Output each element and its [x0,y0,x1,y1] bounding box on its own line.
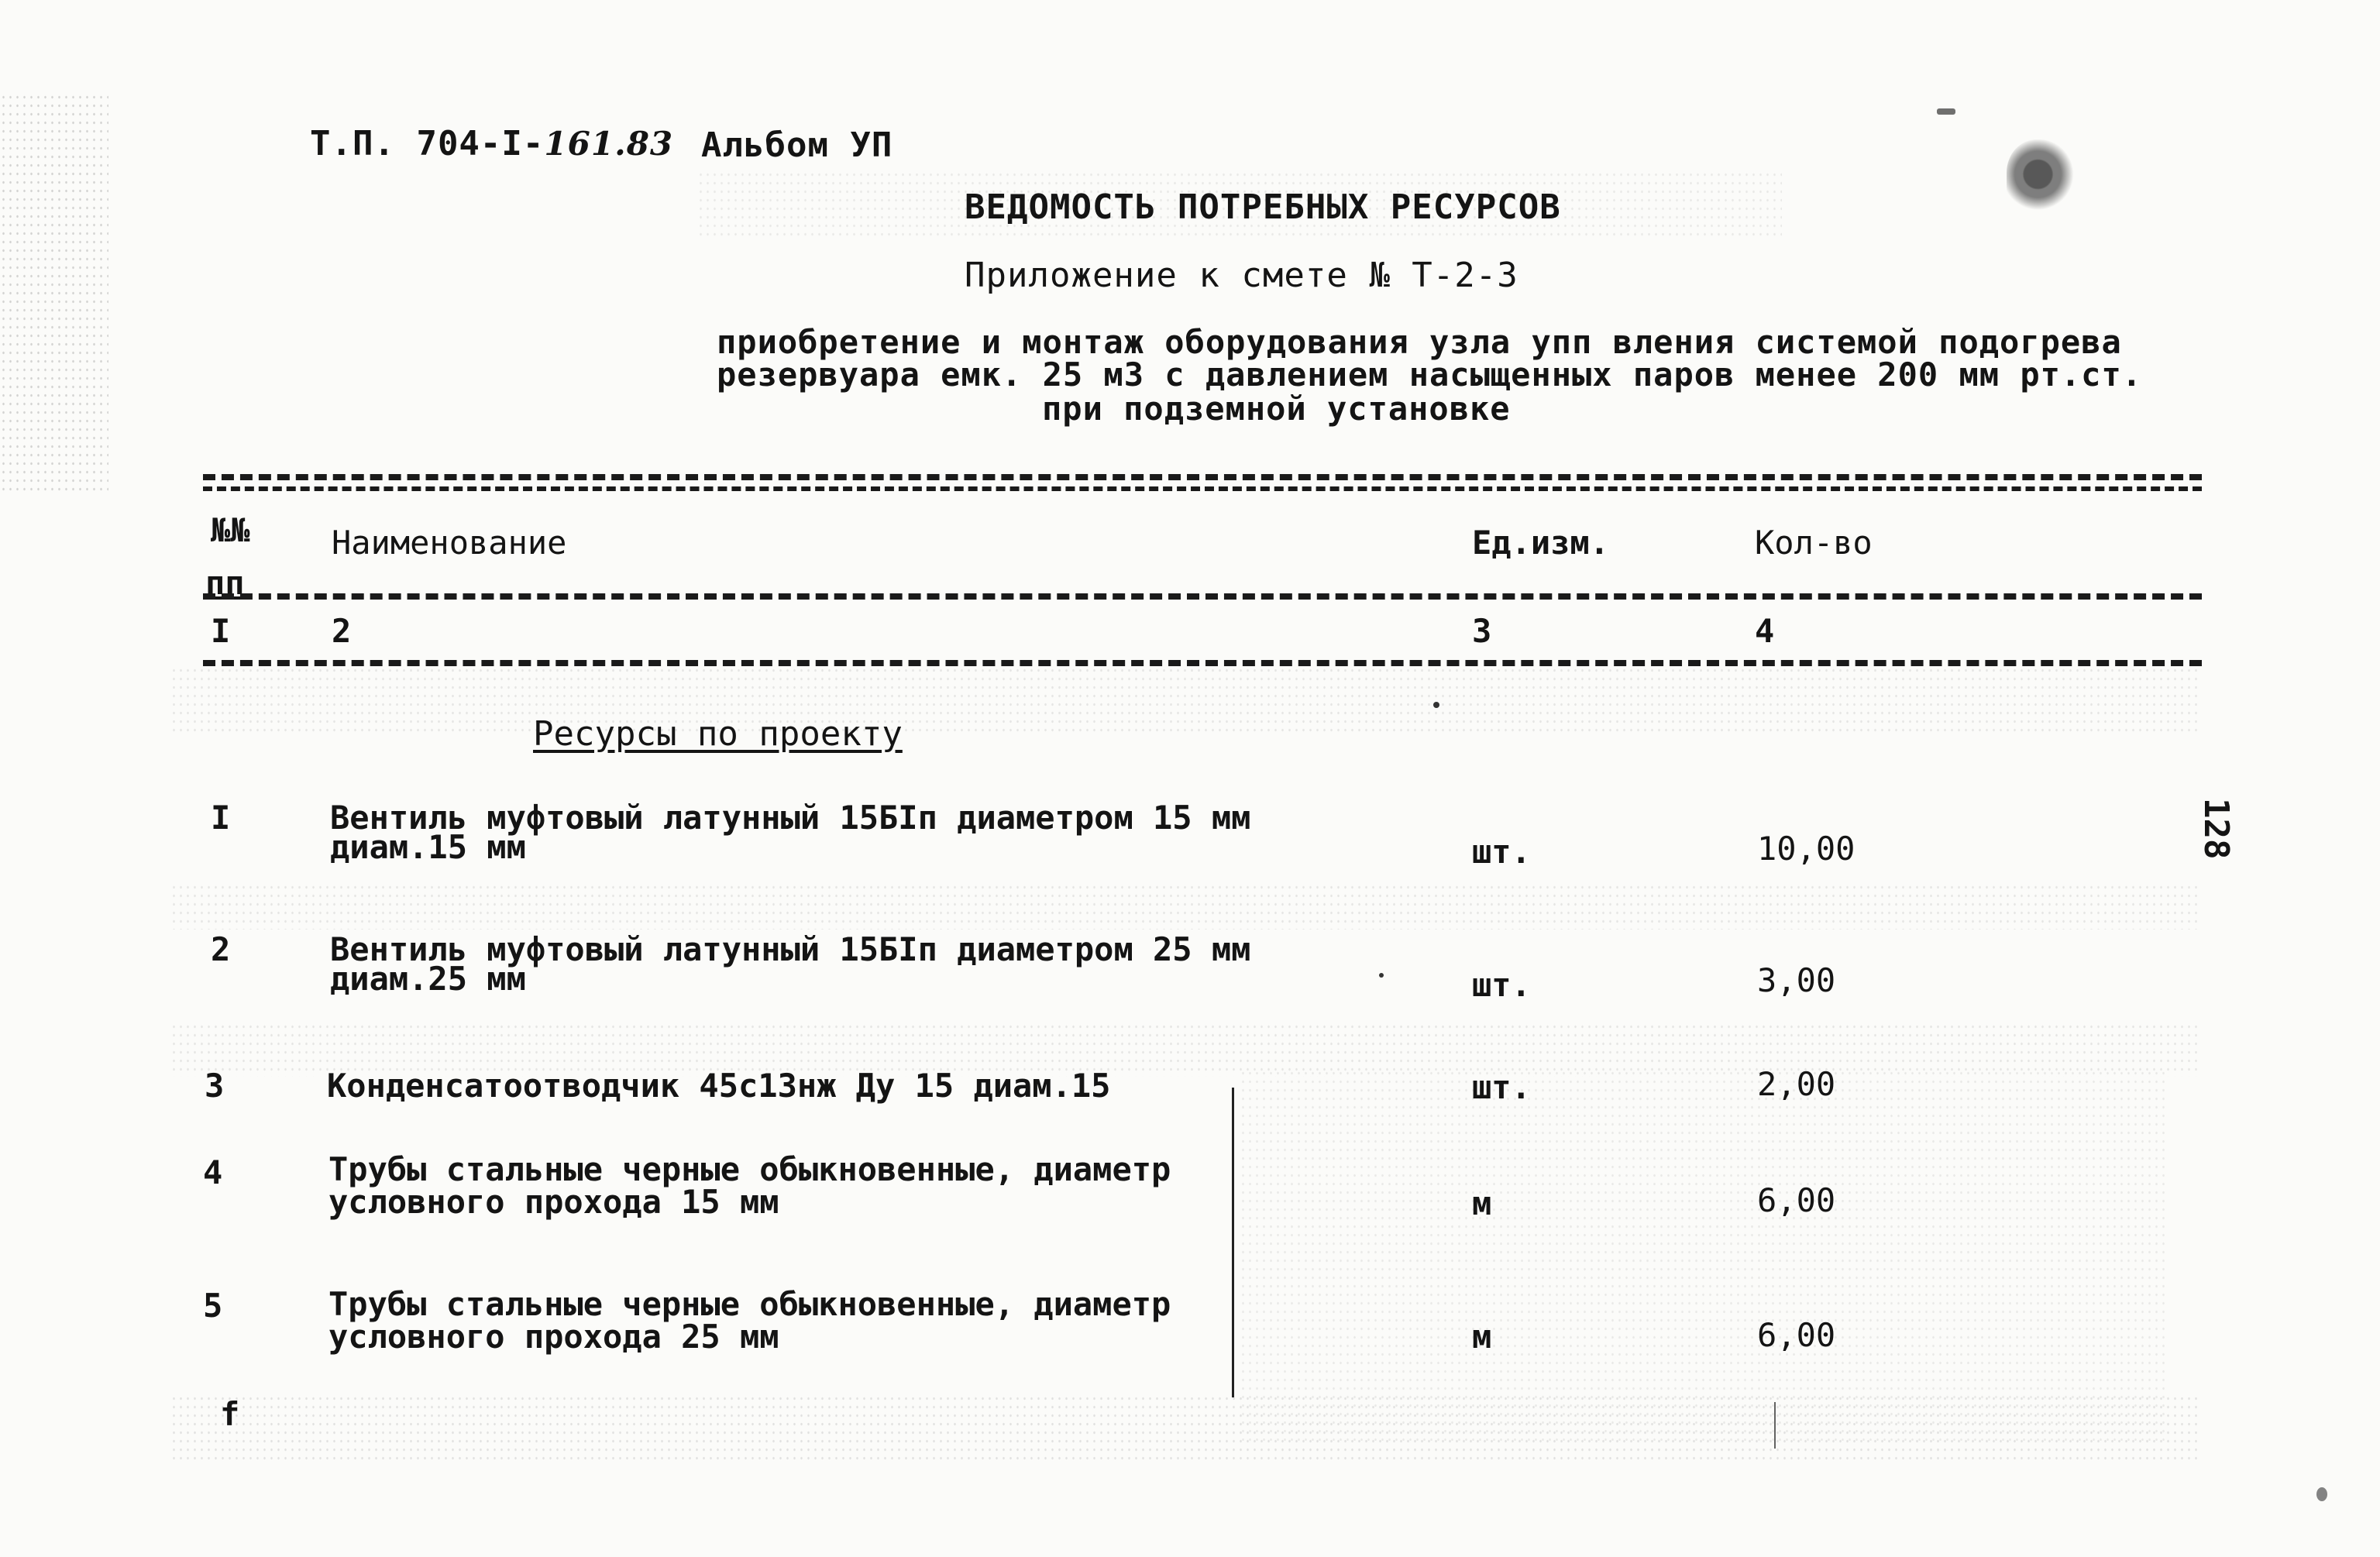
row-unit: шт. [1472,1068,1531,1106]
row-name-line-1: Конденсатоотводчик 45с13нж Ду 15 диам.15 [327,1067,1111,1105]
speck-line [1774,1402,1776,1449]
stamp-mark [2007,139,2076,217]
document-ref [310,124,673,163]
row-name-line-2: условного прохода 15 мм [328,1183,779,1221]
row-num: 2 [211,930,231,968]
row-name-line-2: условного прохода 25 мм [328,1318,779,1356]
subject-line-2: резервуара емк. 25 м3 с давлением насыщенных паров менее 200 мм рт.ст. [717,356,2143,394]
index-name: 2 [332,612,352,650]
row-num: I [211,799,231,837]
table-top-rule-2 [203,486,2202,491]
subject-line-3: при подземной установке [1042,390,1511,428]
header-rule [203,593,2202,600]
row-qty: 6,00 [1757,1181,1836,1219]
scan-noise [170,883,2200,930]
row-name-line-1: Трубы стальные черные обыкновенные, диаметр [328,1285,1171,1323]
section-title: Ресурсы по проекту [533,714,903,754]
album-label: Альбом УП [701,125,893,165]
column-divider [1232,1088,1234,1397]
col-header-unit: Ед.изм. [1472,524,1610,562]
scan-noise [170,666,2200,736]
speck [1433,702,1439,708]
scan-noise [170,1394,2200,1464]
row-unit: шт. [1472,833,1531,871]
row-qty: 2,00 [1757,1065,1836,1103]
scan-noise [0,93,108,496]
footer-mark: f [220,1395,240,1433]
speck [1937,108,1955,115]
row-name-line-1: Вентиль муфтовый латунный 15БIп диаметром 15 мм [330,799,1251,837]
row-num: 5 [203,1287,223,1325]
index-num: I [211,612,231,650]
row-name-line-2: диам.25 мм [330,960,526,998]
document-title: ВЕДОМОСТЬ ПОТРЕБНЫХ РЕСУРСОВ [965,187,1561,227]
index-rule [203,660,2202,666]
row-num: 4 [203,1153,223,1191]
index-qty: 4 [1755,612,1775,650]
col-header-qty: Кол-во [1755,524,1873,562]
speck [2316,1487,2327,1501]
table-top-rule [203,474,2202,480]
col-header-num-sub: пп [205,564,245,602]
page-number: 128 [2196,798,2236,860]
ref-prefix: Т.П. 704-I- [310,124,545,163]
row-qty: 6,00 [1757,1316,1836,1354]
row-name-line-2: диам.15 мм [330,828,526,866]
row-unit: м [1472,1318,1492,1356]
subject-line-1: приобретение и монтаж оборудования узла упп вления системой подогрева [717,323,2122,361]
row-name-line-1: Трубы стальные черные обыкновенные, диаметр [328,1150,1171,1188]
row-qty: 10,00 [1757,830,1856,868]
row-qty: 3,00 [1757,961,1836,999]
scan-noise [1240,1065,2169,1441]
ref-handwritten: 161.83 [544,125,674,163]
col-header-name: Наименование [332,524,567,562]
document-subtitle: Приложение к смете № Т-2-3 [965,256,1518,295]
row-name-line-1: Вентиль муфтовый латунный 15БIп диаметром 25 мм [330,930,1251,968]
index-unit: 3 [1472,612,1492,650]
speck [1379,973,1384,978]
row-unit: шт. [1472,966,1531,1004]
row-unit: м [1472,1184,1492,1222]
row-num: 3 [205,1067,225,1105]
col-header-num: №№ [211,511,250,549]
